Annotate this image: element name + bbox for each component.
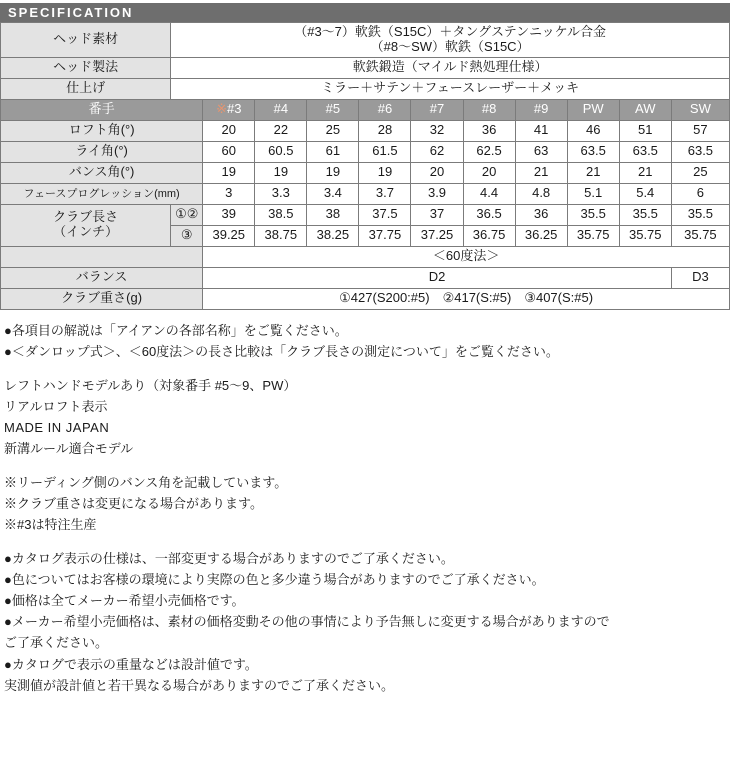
- length12-8: 36.5: [463, 204, 515, 225]
- club-number-5: #5: [307, 99, 359, 120]
- label-club-weight: クラブ重さ(g): [1, 288, 203, 309]
- fp-sw: 6: [671, 183, 729, 204]
- length3-sw: 35.75: [671, 225, 729, 246]
- row-lie: [1, 141, 730, 162]
- label-balance: バランス: [1, 267, 203, 288]
- club-number-8: #8: [463, 99, 515, 120]
- label-club-length-line2: （インチ）: [53, 224, 119, 240]
- club-number-3: [203, 99, 255, 120]
- fp-aw: 5.4: [619, 183, 671, 204]
- fp-6: 3.7: [359, 183, 411, 204]
- length3-4: 38.75: [255, 225, 307, 246]
- row-club-weight: [1, 288, 730, 309]
- club-number-label-3: #3: [226, 101, 242, 117]
- length12-9: 36: [515, 204, 567, 225]
- fp-9: 4.8: [515, 183, 567, 204]
- specification-table: [0, 22, 730, 310]
- club-number-pw: PW: [567, 99, 619, 120]
- note-b2-4: 新溝ルール適合モデル: [4, 441, 134, 457]
- label-lie: ライ角(°): [1, 141, 203, 162]
- value-head-construction: 軟鉄鍛造（マイルド熱処理仕様）: [171, 57, 730, 78]
- note-b3-2: ※クラブ重さは変更になる場合があります。: [4, 496, 263, 512]
- lie-3: 60: [203, 141, 255, 162]
- note-b4-2: ●色についてはお客様の環境により実際の色と多少違う場合がありますのでご了承ください。: [4, 572, 545, 588]
- row-face-progression: [1, 183, 730, 204]
- head-material-line-1: （#3〜7）軟鉄（S15C）＋タングステンニッケル合金: [294, 24, 606, 39]
- fp-3: 3: [203, 183, 255, 204]
- note-b4-5: ご了承ください。: [4, 635, 109, 651]
- loft-8: 36: [463, 120, 515, 141]
- length12-3: 39: [203, 204, 255, 225]
- length12-sw: 35.5: [671, 204, 729, 225]
- row-length-12: [1, 204, 730, 225]
- length3-aw: 35.75: [619, 225, 671, 246]
- note-b2-3: MADE IN JAPAN: [4, 420, 110, 436]
- label-club-length: [1, 204, 171, 246]
- note-b3-1: ※リーディング側のバンス角を記載しています。: [4, 475, 288, 491]
- bounce-8: 20: [463, 162, 515, 183]
- length3-7: 37.25: [411, 225, 463, 246]
- length3-6: 37.75: [359, 225, 411, 246]
- label-club-length-line1: クラブ長さ: [53, 209, 119, 225]
- club-number-sw: SW: [671, 99, 729, 120]
- length12-pw: 35.5: [567, 204, 619, 225]
- specification-page: [0, 3, 730, 696]
- special-order-mark: ※: [216, 101, 227, 117]
- length12-6: 37.5: [359, 204, 411, 225]
- value-head-material: [171, 23, 730, 58]
- loft-5: 25: [307, 120, 359, 141]
- note-b4-1: ●カタログ表示の仕様は、一部変更する場合がありますのでご了承ください。: [4, 551, 454, 567]
- value-finish: ミラー＋サテン＋フェースレーザー＋メッキ: [171, 78, 730, 99]
- note-b2-1: レフトハンドモデルあり（対象番手 #5〜9、PW）: [4, 377, 297, 393]
- club-number-aw: AW: [619, 99, 671, 120]
- length12-aw: 35.5: [619, 204, 671, 225]
- length-index-3: ③: [171, 225, 203, 246]
- bounce-5: 19: [307, 162, 359, 183]
- loft-9: 41: [515, 120, 567, 141]
- lie-7: 62: [411, 141, 463, 162]
- loft-pw: 46: [567, 120, 619, 141]
- length12-5: 38: [307, 204, 359, 225]
- row-bounce: [1, 162, 730, 183]
- fp-5: 3.4: [307, 183, 359, 204]
- note-b4-6: ●カタログで表示の重量などは設計値です。: [4, 656, 258, 672]
- value-balance-main: D2: [203, 267, 672, 288]
- fp-pw: 5.1: [567, 183, 619, 204]
- fp-7: 3.9: [411, 183, 463, 204]
- loft-4: 22: [255, 120, 307, 141]
- length3-pw: 35.75: [567, 225, 619, 246]
- length3-5: 38.25: [307, 225, 359, 246]
- bounce-4: 19: [255, 162, 307, 183]
- loft-sw: 57: [671, 120, 729, 141]
- lie-5: 61: [307, 141, 359, 162]
- row-head-construction: [1, 57, 730, 78]
- length3-9: 36.25: [515, 225, 567, 246]
- label-bounce: バンス角(°): [1, 162, 203, 183]
- lie-8: 62.5: [463, 141, 515, 162]
- notes-gap-2: [4, 459, 726, 472]
- label-finish: 仕上げ: [1, 78, 171, 99]
- bounce-sw: 25: [671, 162, 729, 183]
- length3-8: 36.75: [463, 225, 515, 246]
- lie-pw: 63.5: [567, 141, 619, 162]
- bounce-7: 20: [411, 162, 463, 183]
- row-measuring-method: [1, 246, 730, 267]
- note-b3-3: ※#3は特注生産: [4, 517, 97, 533]
- note-b1-1: ●各項目の解説は「アイアンの各部名称」をご覧ください。: [4, 322, 348, 338]
- note-b1-2: ●＜ダンロップ式＞、＜60度法＞の長さ比較は「クラブ長さの測定について」をご覧ください。: [4, 343, 559, 359]
- note-b4-7: 実測値が設計値と若干異なる場合がありますのでご了承ください。: [4, 677, 395, 693]
- row-loft: [1, 120, 730, 141]
- value-club-weight: ①427(S200:#5) ②417(S:#5) ③407(S:#5): [203, 288, 730, 309]
- label-club-number: 番手: [1, 99, 203, 120]
- club-number-9: #9: [515, 99, 567, 120]
- label-measuring-method-empty: [1, 246, 203, 267]
- bounce-3: 19: [203, 162, 255, 183]
- club-number-7: #7: [411, 99, 463, 120]
- specification-header: SPECIFICATION: [0, 3, 730, 22]
- value-measuring-method: ＜60度法＞: [203, 246, 730, 267]
- lie-sw: 63.5: [671, 141, 729, 162]
- label-face-progression: フェースプログレッション(mm): [1, 183, 203, 204]
- loft-7: 32: [411, 120, 463, 141]
- row-balance: [1, 267, 730, 288]
- fp-4: 3.3: [255, 183, 307, 204]
- club-number-4: #4: [255, 99, 307, 120]
- label-head-construction: ヘッド製法: [1, 57, 171, 78]
- length3-3: 39.25: [203, 225, 255, 246]
- value-balance-sw: D3: [671, 267, 729, 288]
- loft-aw: 51: [619, 120, 671, 141]
- bounce-6: 19: [359, 162, 411, 183]
- label-loft: ロフト角(°): [1, 120, 203, 141]
- length-index-12: ①②: [171, 204, 203, 225]
- notes-gap-1: [4, 362, 726, 375]
- row-club-numbers: [1, 99, 730, 120]
- lie-aw: 63.5: [619, 141, 671, 162]
- lie-6: 61.5: [359, 141, 411, 162]
- lie-9: 63: [515, 141, 567, 162]
- row-finish: [1, 78, 730, 99]
- note-b4-3: ●価格は全てメーカー希望小売価格です。: [4, 593, 245, 609]
- lie-4: 60.5: [255, 141, 307, 162]
- length12-4: 38.5: [255, 204, 307, 225]
- fp-8: 4.4: [463, 183, 515, 204]
- note-b4-4: ●メーカー希望小売価格は、素材の価格変動その他の事情により予告無しに変更する場合がありますので: [4, 614, 610, 630]
- note-b2-2: リアルロフト表示: [4, 399, 108, 415]
- loft-3: 20: [203, 120, 255, 141]
- bounce-pw: 21: [567, 162, 619, 183]
- head-material-line-2: （#8〜SW）軟鉄（S15C）: [370, 38, 530, 54]
- row-head-material: [1, 23, 730, 58]
- loft-6: 28: [359, 120, 411, 141]
- length12-7: 37: [411, 204, 463, 225]
- label-head-material: ヘッド素材: [1, 23, 171, 58]
- bounce-aw: 21: [619, 162, 671, 183]
- bounce-9: 21: [515, 162, 567, 183]
- notes-section: [0, 310, 730, 696]
- notes-gap-3: [4, 535, 726, 548]
- club-number-6: #6: [359, 99, 411, 120]
